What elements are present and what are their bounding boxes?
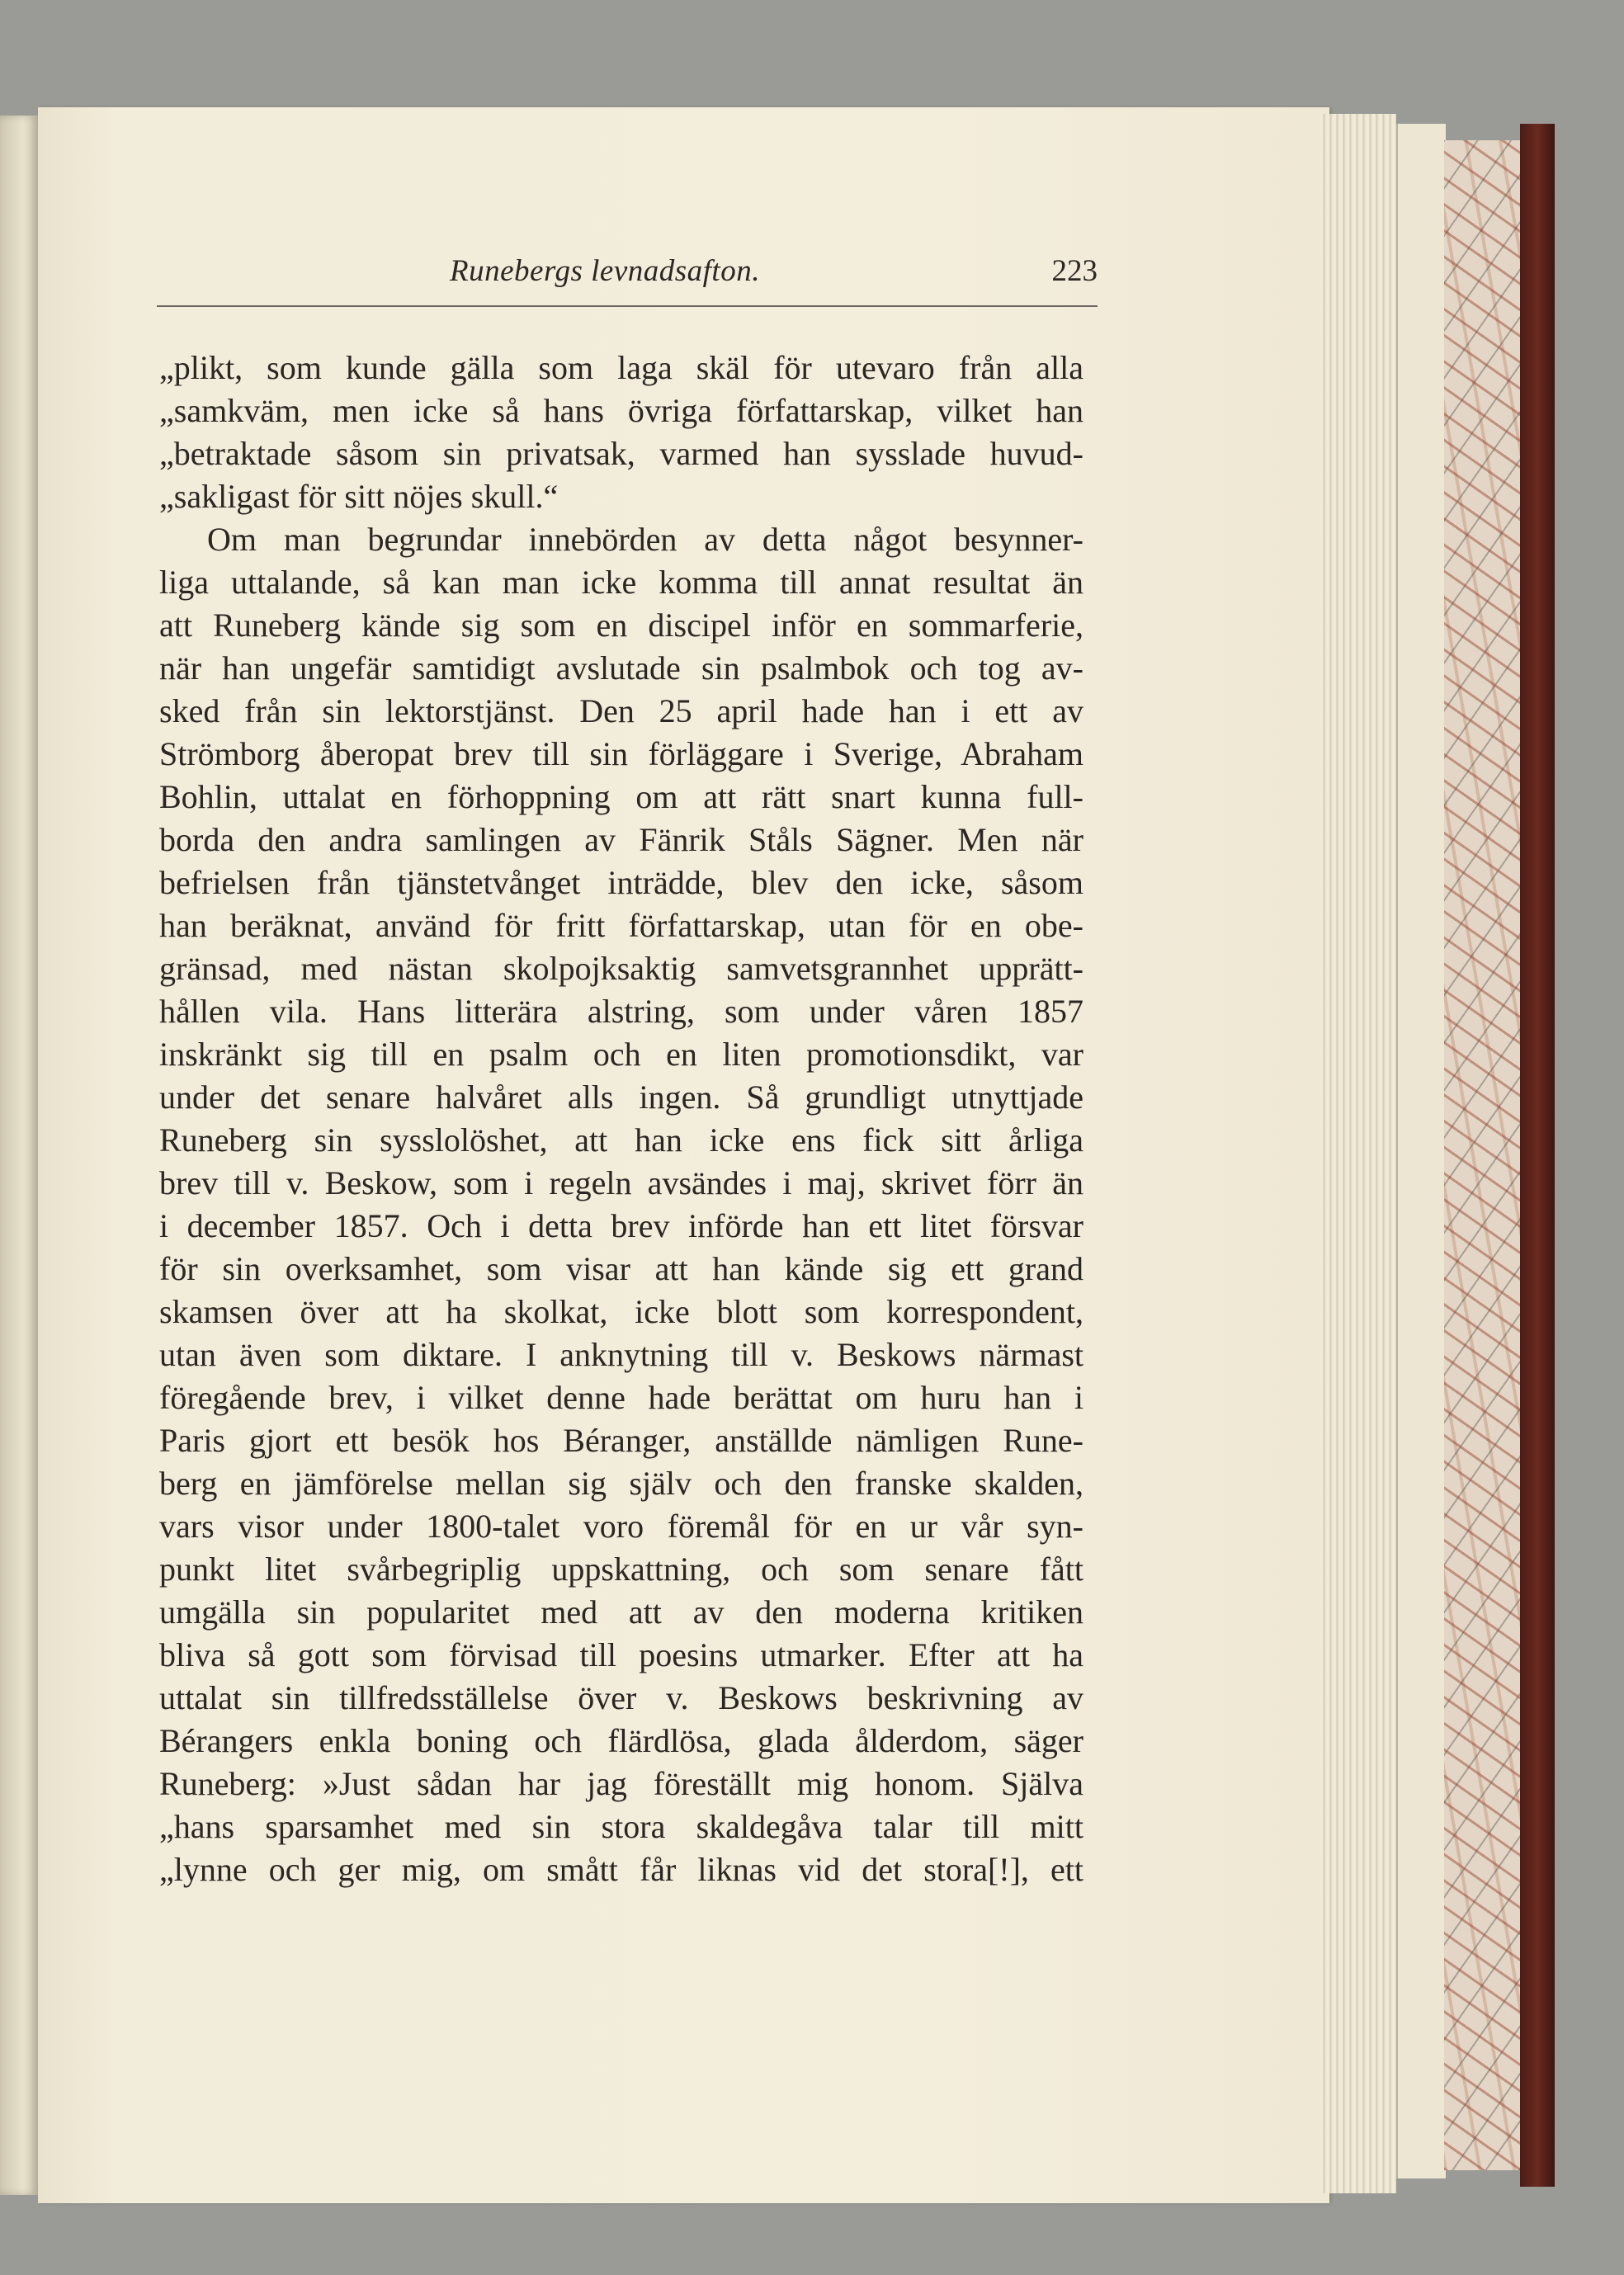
body-text	[159, 347, 1083, 1891]
text-line: han beräknat, använd för fritt författarskap, utan för en obe-	[159, 907, 1083, 944]
text-line: Paris gjort ett besök hos Béranger, anställde nämligen Rune-	[159, 1422, 1083, 1459]
text-line: Om man begrundar innebörden av detta något besynner-	[207, 521, 1083, 558]
text-line: för sin overksamhet, som visar att han kände sig ett grand	[159, 1250, 1083, 1287]
text-line: skamsen över att ha skolkat, icke blott som korrespondent,	[159, 1293, 1083, 1330]
text-line: „plikt, som kunde gälla som laga skäl för utevaro från alla	[159, 349, 1083, 386]
text-line: uttalat sin tillfredsställelse över v. Beskows beskrivning av	[159, 1679, 1083, 1716]
text-line: när han ungefär samtidigt avslutade sin psalmbok och tog av-	[159, 649, 1083, 687]
text-line: „hans sparsamhet med sin stora skaldegåva talar till mitt	[159, 1808, 1083, 1845]
text-line: punkt litet svårbegriplig uppskattning, och som senare fått	[159, 1550, 1083, 1588]
text-line: „sakligast för sitt nöjes skull.“	[159, 478, 559, 515]
text-line: Bohlin, uttalat en förhoppning om att rätt snart kunna full-	[159, 778, 1083, 815]
text-line: Strömborg åberopat brev till sin förläggare i Sverige, Abraham	[159, 735, 1083, 772]
text-line: Runeberg sin sysslolöshet, att han icke ens fick sitt årliga	[159, 1121, 1083, 1159]
text-line: bliva så gott som förvisad till poesins utmarker. Efter att ha	[159, 1636, 1083, 1673]
text-line: under det senare halvåret alls ingen. Så grundligt utnyttjade	[159, 1079, 1083, 1116]
text-line: hållen vila. Hans litterära alstring, som under våren 1857	[159, 993, 1083, 1030]
text-line: „betraktade såsom sin privatsak, varmed han sysslade huvud-	[159, 435, 1083, 472]
text-line: gränsad, med nästan skolpojksaktig samvetsgrannhet upprätt-	[159, 950, 1083, 987]
text-line: brev till v. Beskow, som i regeln avsändes i maj, skrivet förr än	[159, 1164, 1083, 1201]
running-head	[157, 253, 1098, 303]
running-title: Runebergs levnadsafton.	[450, 254, 760, 288]
text-line: Runeberg: »Just sådan har jag föreställt mig honom. Själva	[159, 1765, 1083, 1802]
marbled-endpaper	[1444, 140, 1520, 2170]
text-line: vars visor under 1800-talet voro föremål för en ur vår syn-	[159, 1508, 1083, 1545]
text-line: inskränkt sig till en psalm och en liten promotionsdikt, var	[159, 1036, 1083, 1073]
left-page-edge	[0, 116, 38, 2195]
text-line: umgälla sin popularitet med att av den moderna kritiken	[159, 1593, 1083, 1631]
page-stack-edge	[1320, 114, 1396, 2193]
text-line: liga uttalande, så kan man icke komma till annat resultat än	[159, 564, 1083, 601]
page-number: 223	[1051, 254, 1098, 288]
text-line: sked från sin lektorstjänst. Den 25 april hade han i ett av	[159, 692, 1083, 729]
text-line: att Runeberg kände sig som en discipel inför en sommarferie,	[159, 607, 1083, 644]
binding-board	[1520, 124, 1555, 2187]
text-line: berg en jämförelse mellan sig själv och den franske skalden,	[159, 1465, 1083, 1502]
text-line: i december 1857. Och i detta brev införde han ett litet försvar	[159, 1207, 1083, 1244]
text-line: föregående brev, i vilket denne hade berättat om huru han i	[159, 1379, 1083, 1416]
header-rule	[157, 305, 1098, 307]
text-line: „samkväm, men icke så hans övriga författarskap, vilket han	[159, 392, 1083, 429]
text-line: borda den andra samlingen av Fänrik Ståls Sägner. Men när	[159, 821, 1083, 858]
text-line: befrielsen från tjänstetvånget inträdde, blev den icke, såsom	[159, 864, 1083, 901]
cover-edge	[1396, 124, 1446, 2178]
text-line: Bérangers enkla boning och flärdlösa, glada ålderdom, säger	[159, 1722, 1083, 1759]
text-line: „lynne och ger mig, om smått får liknas vid det stora[!], ett	[159, 1851, 1083, 1888]
text-line: utan även som diktare. I anknytning till v. Beskows närmast	[159, 1336, 1083, 1373]
